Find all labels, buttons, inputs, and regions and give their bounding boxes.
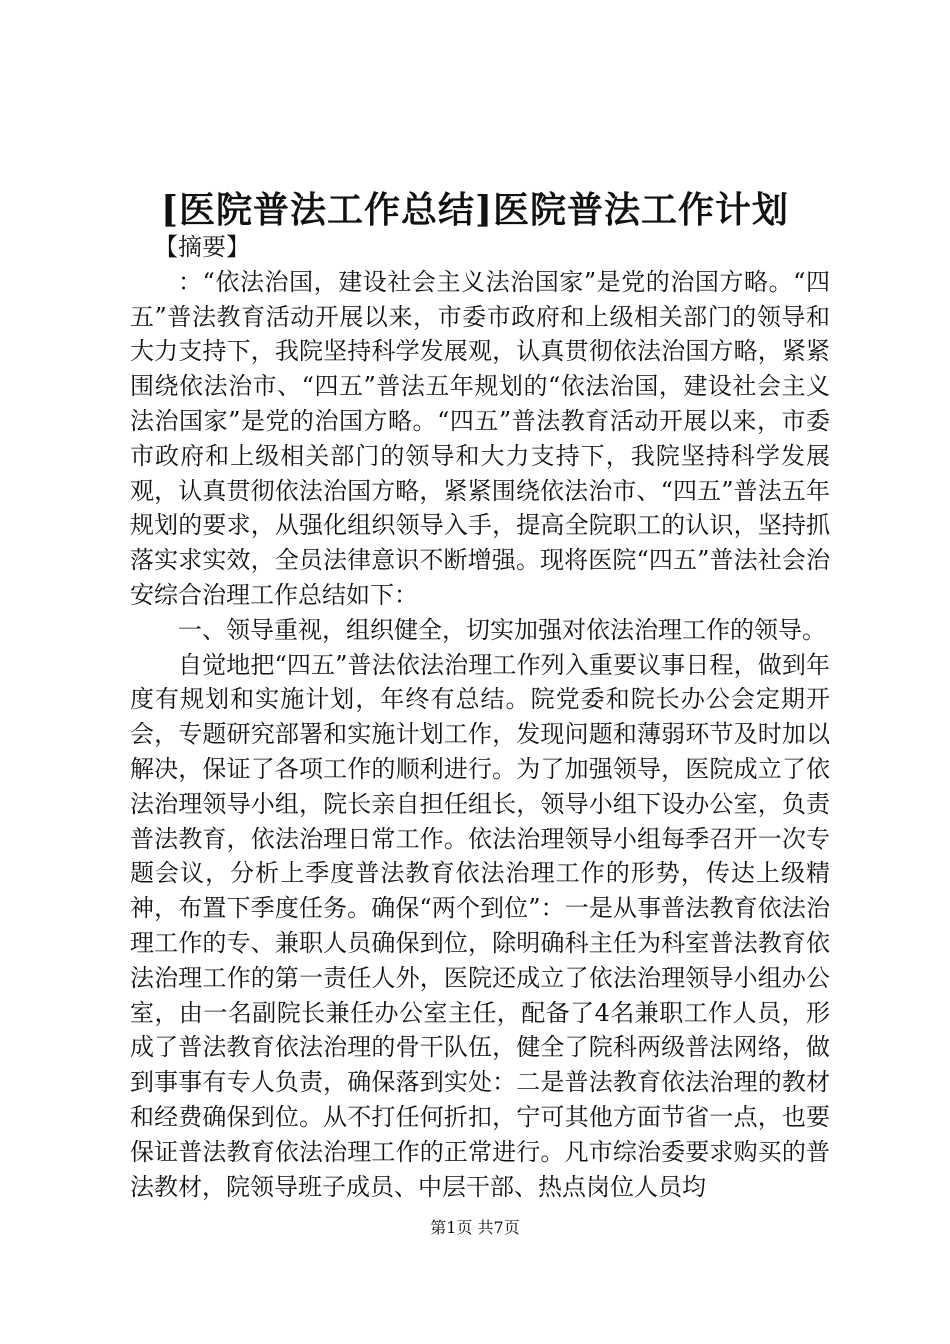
paragraph-body: 自觉地把“四五”普法依法治理工作列入重要议事日程，做到年度有规划和实施计划，年终有总结。院党委和院长办公会定期开会，专题研究部署和实施计划工作，发现问题和薄弱环节及时加以解决，保证了各项工作的顺利进行。为了加强领导，医院成立了依法治理领导小组，院长亲自担任组长，领导小组下设办公室，负责普法教育，依法治理日常工作。依法治理领导小组每季召开一次专题会议，分析上季度普法教育依法治理工作的形势，传达上级精神，布置下季度任务。确保“两个到位”：一是从事普法教育依法治理工作的专、兼职人员确保到位，除明确科主任为科室普法教育依法治理工作的第一责任人外，医院还成立了依法治理领导小组办公室，由一名副院长兼任办公室主任，配备了4名兼职工作人员，形成了普法教育依法治理的骨干队伍，健全了院科两级普法网络，做到事事有专人负责，确保落到实处：二是普法教育依法治理的教材和经费确保到位。从不打任何折扣，宁可其他方面节省一点，也要保证普法教育依法治理工作的正常进行。凡市综治委要求购买的普法教材，院领导班子成员、中层干部、热点岗位人员均 bbox=[130, 650, 830, 1201]
paragraph-intro: ：“依法治国，建设社会主义法治国家”是党的治国方略。“四五”普法教育活动开展以来，市委市政府和上级相关部门的领导和大力支持下，我院坚持科学发展观，认真贯彻依法治国方略，紧紧围绕依法治市、“四五”普法五年规划的“依法治国，建设社会主义法治国家”是党的治国方略。“四五”普法教育活动开展以来，市委市政府和上级相关部门的领导和大力支持下，我院坚持科学发展观，认真贯彻依法治国方略，紧紧围绕依法治市、“四五”普法五年规划的要求，从强化组织领导入手，提高全院职工的认识，坚持抓落实求实效，全员法律意识不断增强。现将医院“四五”普法社会治安综合治理工作总结如下： bbox=[130, 267, 830, 609]
page-footer: 第1页 共7页 bbox=[430, 1218, 520, 1237]
abstract-label: 【摘要】 bbox=[154, 233, 250, 261]
page-title: [医院普法工作总结]医院普法工作计划 bbox=[160, 189, 790, 231]
paragraph-heading-one: 一、领导重视，组织健全，切实加强对依法治理工作的领导。 bbox=[178, 615, 826, 644]
document-body bbox=[130, 230, 830, 1204]
